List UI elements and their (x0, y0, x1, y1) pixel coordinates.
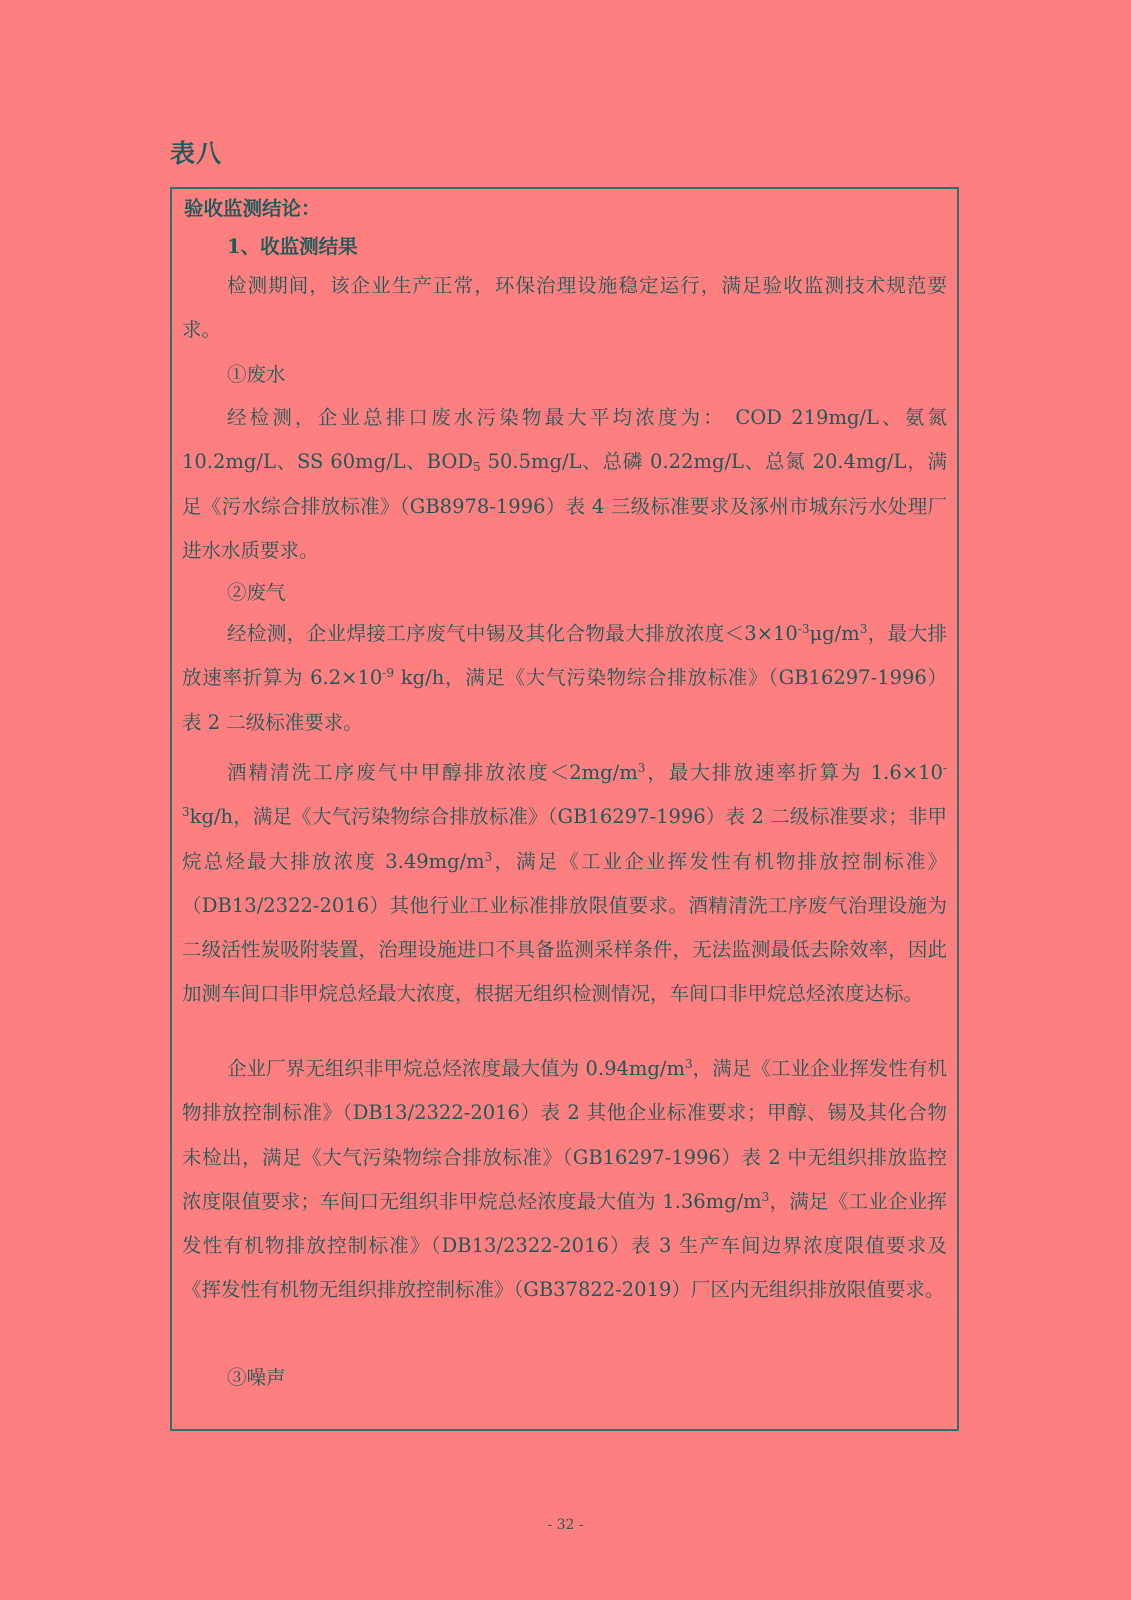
page-number: - 32 - (547, 1517, 584, 1533)
box-heading: 验收监测结论： (184, 197, 321, 220)
section-heading-results: 1、收监测结果 (227, 235, 358, 258)
wastewater-paragraph: 经检测，企业总排口废水污染物最大平均浓度为： COD 219mg/L、氨氮10.2mg/L、SS 60mg/L、$BOD_5$ 50.5mg/L、总磷 0.22mg/L、总氮 20.4mg/L，满足《污水综合排放标准》（GB8978-1996）表 4 三级标准要求及涿州市城东污水处理厂进水水质要求。 (182, 406, 947, 562)
conclusion-box (170, 187, 959, 1431)
section-heading-wastewater: ①废水 (227, 363, 286, 386)
exhaust-paragraph-welding: 经检测，企业焊接工序废气中锡及其化合物最大排放浓度$<3\times 10^{-3}\mu g/m^3$，最大排放速率折算为 $6.2\times 10^{-9}$ kg/h，满足《大气污染物综合排放标准》（GB16297-1996）表 2 二级标准要求。 (182, 622, 947, 734)
section-heading-noise: ③噪声 (227, 1366, 286, 1389)
intro-paragraph: 检测期间，该企业生产正常，环保治理设施稳定运行，满足验收监测技术规范要求。 (182, 274, 947, 342)
section-heading-exhaust: ②废气 (227, 581, 286, 604)
exhaust-paragraph-fugitive: 企业厂界无组织非甲烷总烃浓度最大值为 $0.94mg/m^3$，满足《工业企业挥发性有机物排放控制标准》（DB13/2322-2016）表 2 其他企业标准要求；甲醇、锡及其化合物未检出，满足《大气污染物综合排放标准》（GB16297-1996）表 2 中无组织排放监控浓度限值要求；车间口无组织非甲烷总烃浓度最大值为 $1.36mg/m^3$，满足《工业企业挥发性有机物排放控制标准》（DB13/2322-2016）表 3 生产车间边界浓度限值要求及《挥发性有机物无组织排放控制标准》（GB37822-2019）厂区内无组织排放限值要求。 (182, 1057, 947, 1302)
exhaust-paragraph-alcohol: 酒精清洗工序废气中甲醇排放浓度$<2mg/m^3$，最大排放速率折算为 $1.6\times 10^{-3}kg/h$，满足《大气污染物综合排放标准》（GB16297-1996）表 2 二级标准要求；非甲烷总烃最大排放浓度 $3.49mg/m^3$，满足《工业企业挥发性有机物排放控制标准》（DB13/2322-2016）其他行业工业标准排放限值要求。酒精清洗工序废气治理设施为二级活性炭吸附装置，治理设施进口不具备监测采样条件，无法监测最低去除效率，因此加测车间口非甲烷总烃最大浓度，根据无组织检测情况，车间口非甲烷总烃浓度达标。 (182, 761, 947, 1006)
page-title: 表八 (170, 139, 223, 168)
